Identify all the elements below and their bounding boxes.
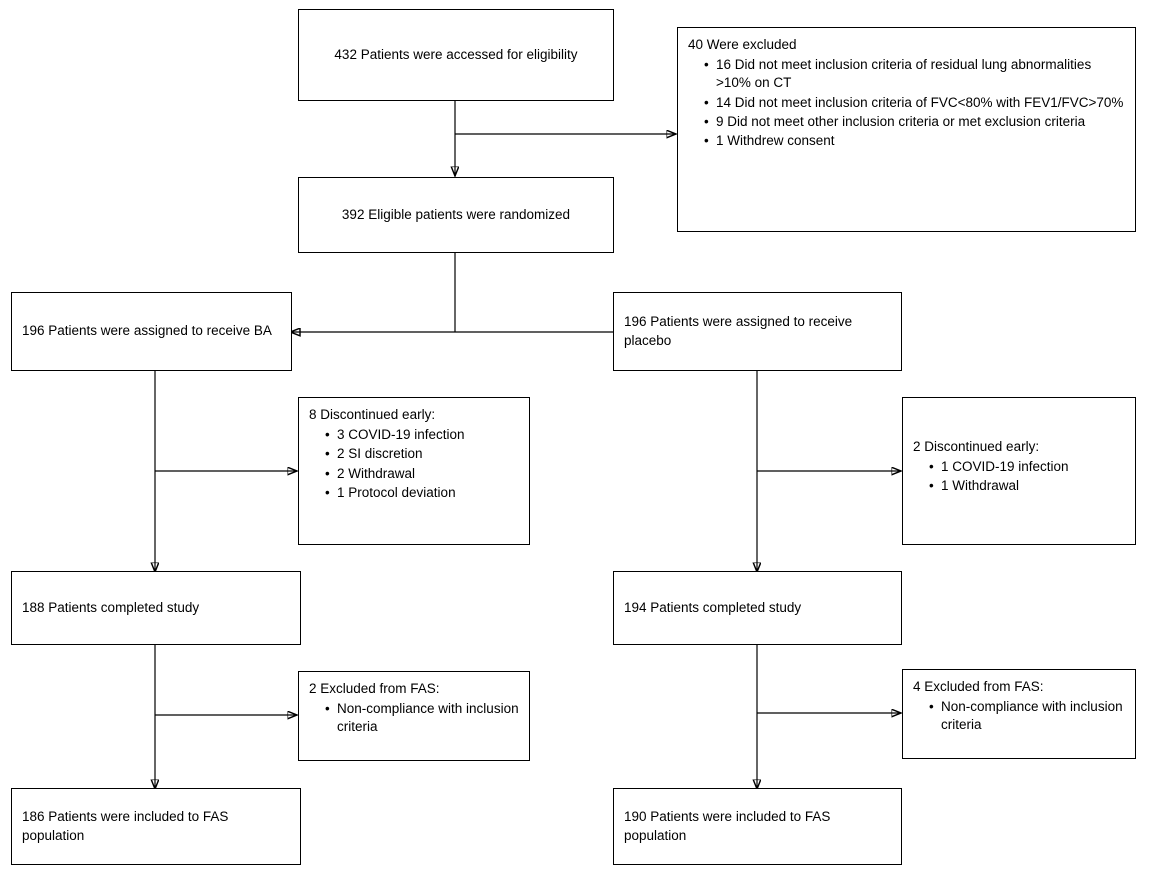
node-fas-ba-text: 186 Patients were included to FAS population xyxy=(22,809,229,843)
list-item: • Non-compliance with inclusion criteria xyxy=(929,698,1125,734)
list-item: • 3 COVID-19 infection xyxy=(325,426,519,444)
node-completed-placebo-text: 194 Patients completed study xyxy=(624,599,802,615)
node-randomized xyxy=(298,177,614,253)
node-excluded-fas-ba-bullets xyxy=(309,700,519,736)
node-discontinued-ba-bullets xyxy=(309,426,519,502)
node-excluded-fas-placebo-bullets xyxy=(913,698,1125,734)
node-excluded-fas-placebo xyxy=(902,669,1136,759)
node-fas-ba xyxy=(11,788,301,865)
list-item: • 2 SI discretion xyxy=(325,445,519,463)
node-completed-placebo xyxy=(613,571,902,645)
node-completed-ba-text: 188 Patients completed study xyxy=(22,599,200,615)
node-assigned-placebo xyxy=(613,292,902,371)
list-item: • 9 Did not meet other inclusion criteria or met exclusion criteria xyxy=(704,113,1125,131)
node-discontinued-ba xyxy=(298,397,530,545)
node-assessed-for-eligibility xyxy=(298,9,614,101)
list-item: • 16 Did not meet inclusion criteria of residual lung abnormalities >10% on CT xyxy=(704,56,1125,92)
list-item: • 1 Withdrawal xyxy=(929,477,1125,495)
node-assigned-ba-text: 196 Patients were assigned to receive BA xyxy=(22,323,272,339)
node-excluded-bullets xyxy=(688,56,1125,150)
list-item: • 14 Did not meet inclusion criteria of FVC<80% with FEV1/FVC>70% xyxy=(704,94,1125,112)
list-item: • 1 COVID-19 infection xyxy=(929,458,1125,476)
node-discontinued-placebo-title: 2 Discontinued early: xyxy=(913,439,1040,454)
node-discontinued-ba-title: 8 Discontinued early: xyxy=(309,407,436,422)
node-excluded-fas-ba-title: 2 Excluded from FAS: xyxy=(309,681,440,696)
node-assigned-placebo-text: 196 Patients were assigned to receive placebo xyxy=(624,314,853,348)
node-excluded-fas-ba xyxy=(298,671,530,761)
node-assessed-text: 432 Patients were accessed for eligibility xyxy=(334,46,578,62)
node-assigned-ba xyxy=(11,292,292,371)
node-excluded xyxy=(677,27,1136,232)
node-discontinued-placebo xyxy=(902,397,1136,545)
node-fas-placebo-text: 190 Patients were included to FAS population xyxy=(624,809,831,843)
node-fas-placebo xyxy=(613,788,902,865)
node-excluded-fas-placebo-title: 4 Excluded from FAS: xyxy=(913,679,1044,694)
list-item: • 1 Protocol deviation xyxy=(325,484,519,502)
list-item: • 1 Withdrew consent xyxy=(704,132,1125,150)
node-discontinued-placebo-bullets xyxy=(913,458,1125,495)
node-completed-ba xyxy=(11,571,301,645)
list-item: • 2 Withdrawal xyxy=(325,465,519,483)
node-excluded-title: 40 Were excluded xyxy=(688,37,797,52)
node-randomized-text: 392 Eligible patients were randomized xyxy=(341,206,571,222)
list-item: • Non-compliance with inclusion criteria xyxy=(325,700,519,736)
